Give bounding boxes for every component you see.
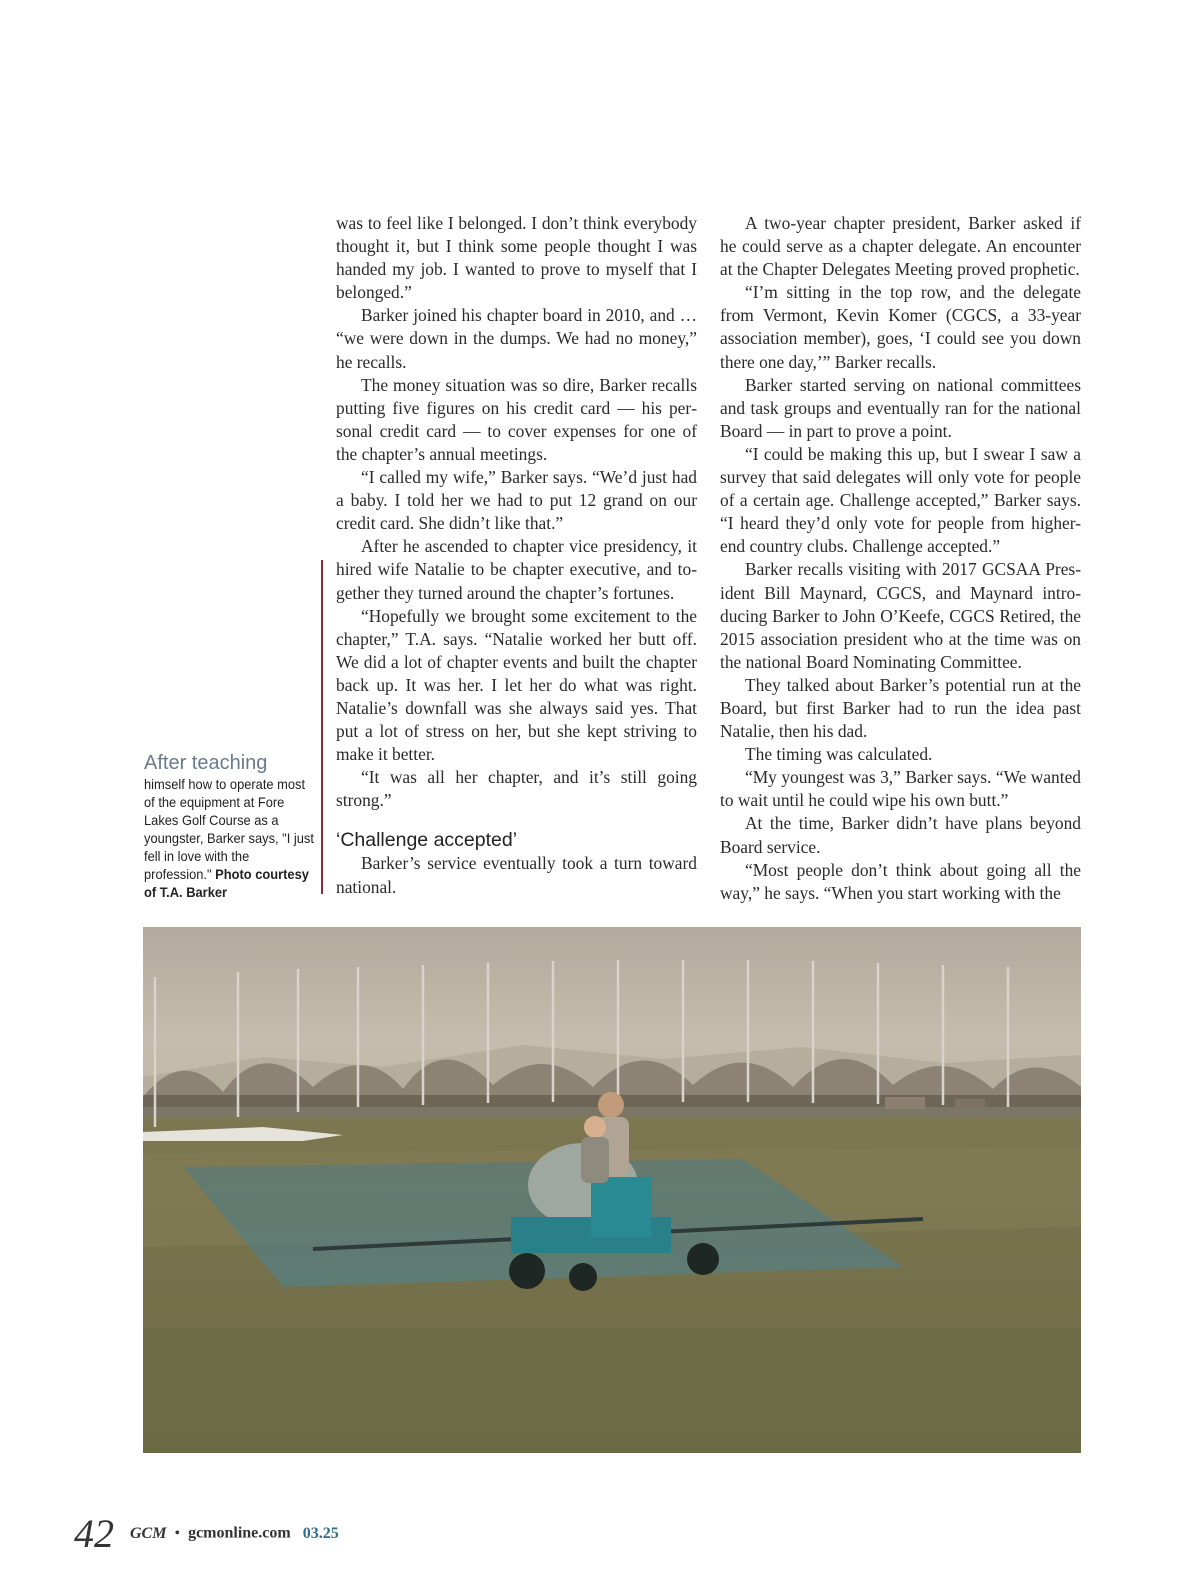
article-column-middle <box>336 212 697 899</box>
caption-body: himself how to operate most of the equipment at Fore Lakes Golf Course as a youngster, Barker says, "I just fell in love with the profession." <box>144 776 314 882</box>
caption-body-wrap <box>144 775 314 901</box>
article-paragraph: Barker recalls visiting with 2017 GCSAA President Bill Maynard, CGCS, and Maynard introducing Barker to John O’Keefe, CGCS Retired, the 2015 association president who at the time was on the national Board Nominating Committee. <box>720 559 1081 672</box>
article-column-right <box>720 212 1081 905</box>
website-link[interactable]: gcmonline.com <box>188 1524 291 1542</box>
caption-lead: After teaching <box>144 752 268 774</box>
article-paragraph: “My youngest was 3,” Barker says. “We wanted to wait until he could wipe his own butt.” <box>720 767 1081 811</box>
article-paragraph: “Hopefully we brought some excitement to the chapter,” T.A. says. “Natalie worked her butt off. We did a lot of chapter events and built the chapter back up. It was her. I let her do what was right. Natalie’s downfall was she always said yes. That put a lot of stress on her, but she kept striving to make it better. <box>336 605 697 765</box>
page-footer <box>74 1510 339 1557</box>
photo-credit: Photo courtesy of T.A. Barker <box>144 866 309 900</box>
article-paragraph: “Most people don’t think about going all the way,” he says. “When you start working with the <box>720 859 1081 903</box>
article-paragraph: Barker joined his chapter board in 2010, and … “we were down in the dumps. We had no money,” he recalls. <box>336 305 697 372</box>
article-paragraph: “I called my wife,” Barker says. “We’d just had a baby. I told her we had to put 12 grand on our credit card. She didn’t like that.” <box>336 467 697 534</box>
article-paragraph: A two-year chapter president, Barker asked if he could serve as a chapter delegate. An encounter at the Chapter Delegates Meeting proved prophetic. <box>720 213 1081 280</box>
article-paragraph: was to feel like I belonged. I don’t think everybody thought it, but I think some people thought I was handed my job. I wanted to prove to myself that I belonged.” <box>336 213 697 303</box>
section-subhead: ‘Challenge accepted’ <box>336 829 518 852</box>
article-paragraph: Barker’s service eventually took a turn toward national. <box>336 853 697 897</box>
article-paragraph: The money situation was so dire, Barker recalls putting five figures on his credit card — his personal credit card — to cover expenses for one of the chapter’s annual meetings. <box>336 374 697 464</box>
article-paragraph: “It was all her chapter, and it’s still going strong.” <box>336 767 697 811</box>
article-paragraph: “I’m sitting in the top row, and the delegate from Vermont, Kevin Komer (CGCS, a 33-year association member), goes, ‘I could see you down there one day,’” Barker recalls. <box>720 282 1081 372</box>
article-paragraph: At the time, Barker didn’t have plans beyond Board service. <box>720 813 1081 857</box>
photo-caption <box>144 751 314 901</box>
photo-illustration <box>143 927 1081 1453</box>
accent-rule <box>321 560 323 894</box>
footer-separator: • <box>174 1524 181 1542</box>
article-paragraph: “I could be making this up, but I swear I saw a survey that said delegates will only vote for people of a certain age. Challenge accepted,” Barker says. “I heard they’d only vote for people from higher-end country clubs. Challenge accepted.” <box>720 443 1081 557</box>
photo-sprayer-on-fairway <box>143 927 1081 1453</box>
magazine-name: GCM <box>130 1524 167 1542</box>
article-paragraph: After he ascended to chapter vice presidency, it hired wife Natalie to be chapter executive, and together they turned around the chapter’s fortunes. <box>336 536 697 603</box>
issue-date: 03.25 <box>302 1524 339 1542</box>
article-paragraph: The timing was calculated. <box>745 744 933 765</box>
article-paragraph: Barker started serving on national committees and task groups and eventually ran for the national Board — in part to prove a point. <box>720 374 1081 441</box>
page-number: 42 <box>74 1511 114 1556</box>
article-paragraph: They talked about Barker’s potential run at the Board, but first Barker had to run the idea past Natalie, then his dad. <box>720 674 1081 742</box>
